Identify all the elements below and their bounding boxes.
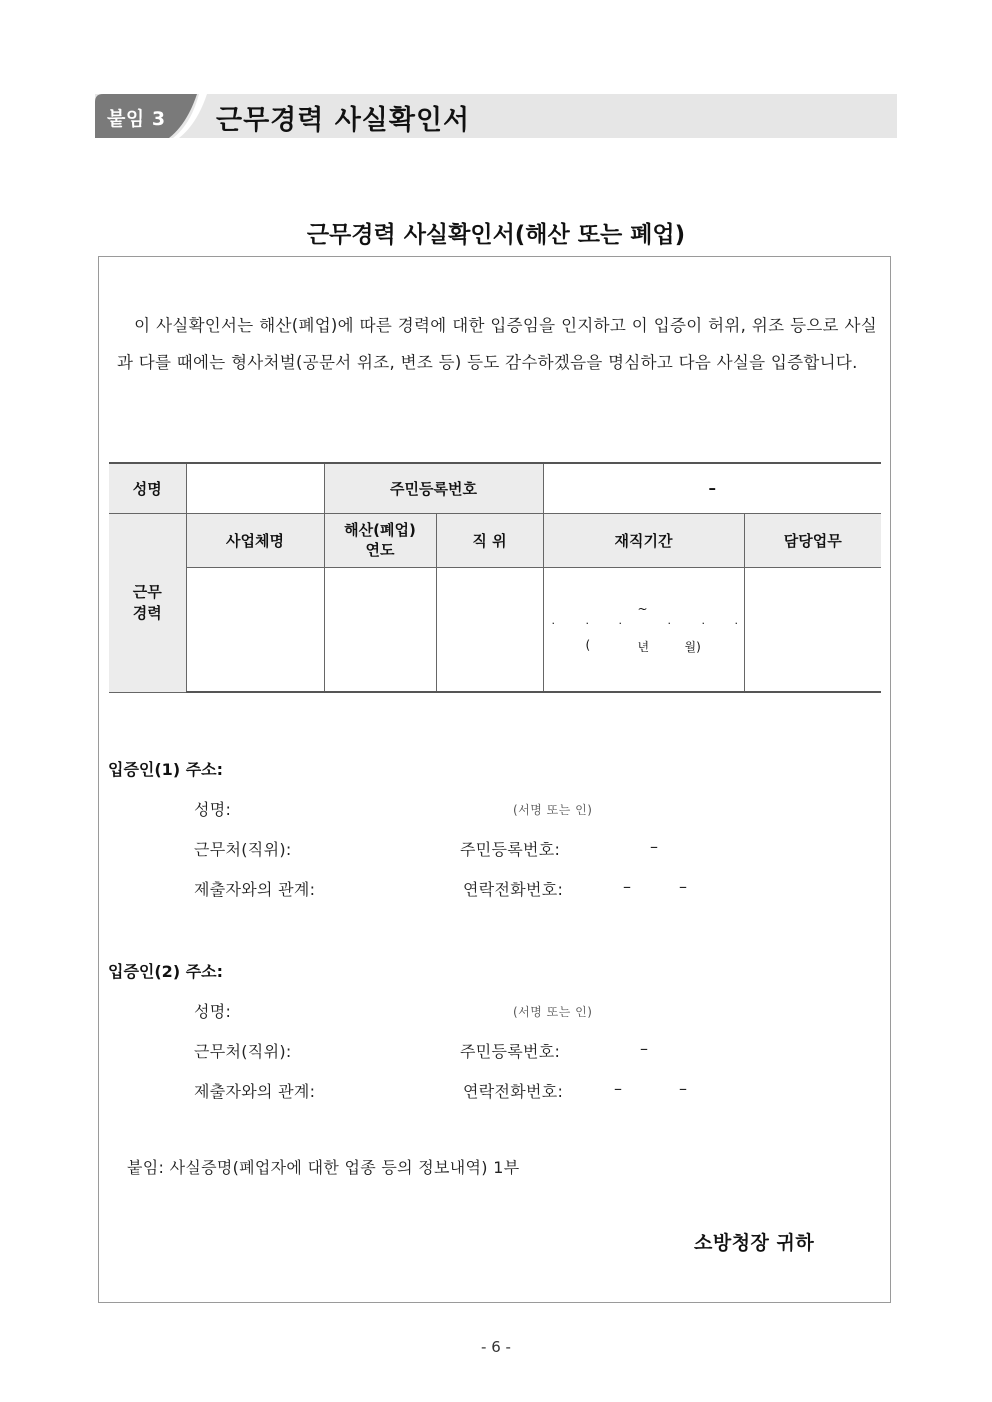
witness1-phone-dash-1: – — [623, 877, 632, 896]
witness2-relation-label: 제출자와의 관계: — [194, 1082, 316, 1101]
name-label-cell: 성명 — [109, 463, 186, 513]
period-tilde: ~ — [637, 601, 648, 616]
witness1-phone-label: 연락전화번호: — [463, 880, 564, 899]
col-duties: 담당업무 — [744, 513, 881, 567]
witness1-heading: 입증인(1) 주소: — [108, 760, 224, 779]
col-position: 직 위 — [436, 513, 543, 567]
witness2-phone-dash-2: – — [679, 1079, 688, 1098]
attachment-note: 붙임: 사실증명(폐업자에 대한 업종 등의 정보내역) 1부 — [127, 1158, 520, 1177]
period-input-cell[interactable]: . . . . . . ~ ( 년 월) — [543, 567, 744, 692]
banner-title: 근무경력 사실확인서 — [216, 105, 471, 136]
document-title: 근무경력 사실확인서(해산 또는 폐업) — [306, 222, 686, 248]
closure-year-input-cell[interactable] — [324, 567, 436, 692]
rrn-label-cell: 주민등록번호 — [324, 463, 543, 513]
witness2-rrn-dash: – — [640, 1039, 649, 1058]
career-label-cell: 근무 경력 — [109, 513, 186, 692]
witness1-rrn-label: 주민등록번호: — [460, 840, 561, 859]
witness1-rrn-dash: – — [650, 837, 659, 856]
witness1-name-label: 성명: — [194, 800, 232, 819]
witness1-relation-label: 제출자와의 관계: — [194, 880, 316, 899]
position-input-cell[interactable] — [436, 567, 543, 692]
col-company: 사업체명 — [186, 513, 324, 567]
company-input-cell[interactable] — [186, 567, 324, 692]
attachment-tag-label: 붙임 3 — [107, 108, 166, 130]
witness2-name-label: 성명: — [194, 1002, 232, 1021]
col-closure-year: 해산(폐업) 연도 — [324, 513, 436, 567]
witness2-phone-dash-1: – — [614, 1079, 623, 1098]
name-input-cell[interactable] — [186, 463, 324, 513]
duties-input-cell[interactable] — [744, 567, 881, 692]
page-number: - 6 - — [481, 1338, 511, 1356]
addressee: 소방청장 귀하 — [694, 1232, 815, 1254]
witness2-workplace-label: 근무처(직위): — [194, 1042, 292, 1061]
col-period: 재직기간 — [543, 513, 744, 567]
witness2-phone-label: 연락전화번호: — [463, 1082, 564, 1101]
witness1-sign-hint: (서명 또는 인) — [513, 803, 593, 817]
witness2-heading: 입증인(2) 주소: — [108, 962, 224, 981]
attachment-tag — [95, 94, 207, 138]
witness2-sign-hint: (서명 또는 인) — [513, 1005, 593, 1019]
intro-paragraph: 이 사실확인서는 해산(폐업)에 따른 경력에 대한 입증임을 인지하고 이 입증이 허위, 위조 등으로 사실과 다를 때에는 형사처벌(공문서 위조, 변조 등) 등도 감수하겠음을 명심하고 다음 사실을 입증합니다. — [117, 316, 877, 372]
witness1-workplace-label: 근무처(직위): — [194, 840, 292, 859]
career-table — [109, 462, 881, 693]
witness2-rrn-label: 주민등록번호: — [460, 1042, 561, 1061]
witness1-phone-dash-2: – — [679, 877, 688, 896]
rrn-input-cell[interactable]: – — [543, 463, 881, 513]
